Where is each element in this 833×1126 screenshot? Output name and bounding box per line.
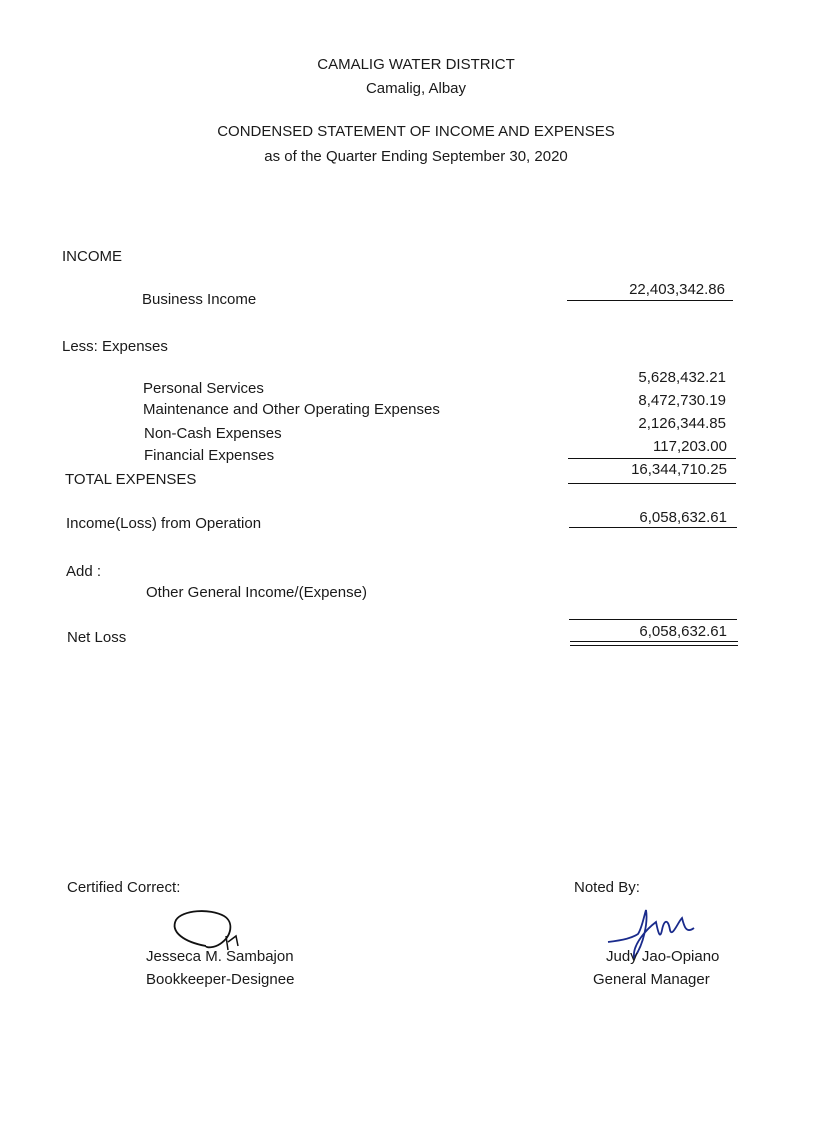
business-income-underline — [567, 300, 733, 301]
manager-name: Judy Jao-Opiano — [606, 948, 720, 965]
certified-correct-caption: Certified Correct: — [67, 879, 181, 896]
statement-title: CONDENSED STATEMENT OF INCOME AND EXPENSES — [217, 123, 615, 140]
other-income-rule — [569, 619, 737, 620]
expenses-heading: Less: Expenses — [62, 338, 168, 355]
net-loss-value: 6,058,632.61 — [639, 623, 727, 640]
noted-by-caption: Noted By: — [574, 879, 640, 896]
manager-title: General Manager — [593, 971, 710, 988]
business-income-value: 22,403,342.86 — [629, 281, 725, 298]
income-heading: INCOME — [62, 248, 122, 265]
expense-value-non-cash: 2,126,344.85 — [638, 415, 726, 432]
org-location: Camalig, Albay — [365, 80, 467, 97]
other-income-label: Other General Income/(Expense) — [146, 584, 367, 601]
org-name: CAMALIG WATER DISTRICT — [317, 56, 515, 73]
expense-value-mooe: 8,472,730.19 — [638, 392, 726, 409]
statement-period: as of the Quarter Ending September 30, 2020 — [264, 148, 568, 165]
bookkeeper-title: Bookkeeper-Designee — [146, 971, 295, 988]
net-loss-label: Net Loss — [67, 629, 127, 646]
operation-label: Income(Loss) from Operation — [66, 515, 262, 532]
net-loss-double-underline-bottom — [570, 645, 738, 646]
total-expenses-underline — [568, 483, 736, 484]
expense-subtotal-rule — [568, 458, 736, 459]
total-expenses-value: 16,344,710.25 — [631, 461, 727, 478]
total-expenses-label: TOTAL EXPENSES — [65, 471, 197, 488]
expense-label-financial: Financial Expenses — [144, 447, 275, 464]
expense-value-financial: 117,203.00 — [653, 438, 727, 455]
expense-label-mooe: Maintenance and Other Operating Expenses — [143, 401, 440, 418]
expense-label-personal-services: Personal Services — [143, 380, 264, 397]
add-heading: Add : — [66, 563, 102, 580]
business-income-label: Business Income — [142, 291, 257, 308]
expense-label-non-cash: Non-Cash Expenses — [144, 425, 282, 442]
bookkeeper-name: Jesseca M. Sambajon — [146, 948, 294, 965]
operation-value: 6,058,632.61 — [639, 509, 727, 526]
expense-value-personal-services: 5,628,432.21 — [638, 369, 726, 386]
operation-underline — [569, 527, 737, 528]
net-loss-double-underline-top — [570, 641, 738, 642]
